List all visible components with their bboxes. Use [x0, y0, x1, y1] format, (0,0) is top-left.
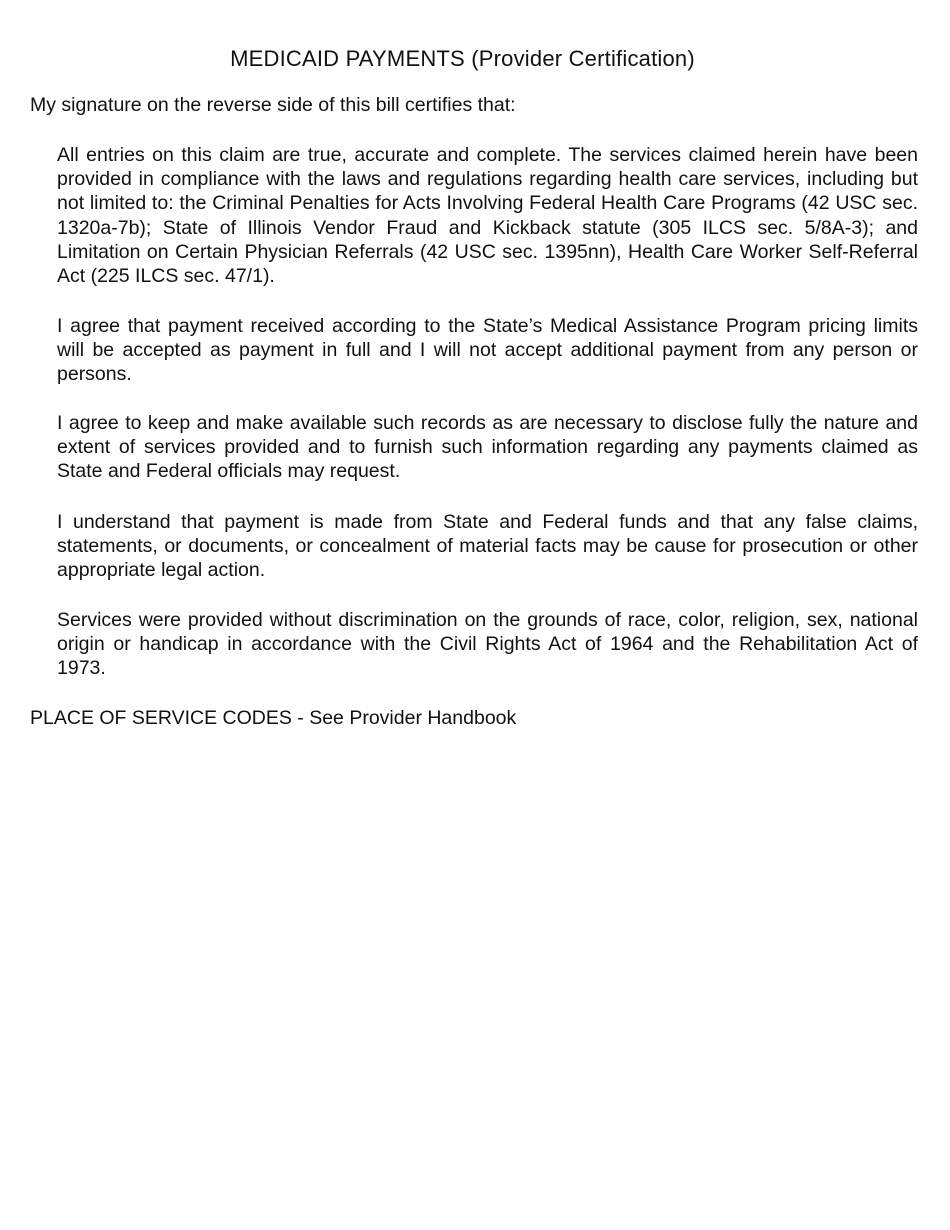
- certification-paragraph-funds: I understand that payment is made from State and Federal funds and that any false claims, statements, or documents, or concealment of material facts may be cause for prosecution or other appropriate legal action.: [57, 511, 918, 582]
- certification-paragraph-payment: I agree that payment received according to the State’s Medical Assistance Program pricing limits will be accepted as payment in full and I will not accept additional payment from any person or persons.: [57, 315, 918, 386]
- certification-paragraph-compliance: All entries on this claim are true, accurate and complete. The services claimed herein have been provided in compliance with the laws and regulations regarding health care services, including but not limited to: the Criminal Penalties for Acts Involving Federal Health Care Programs (42 USC sec. 1320a-7b); State of Illinois Vendor Fraud and Kickback statute (305 ILCS sec. 5/8A-3); and Limitation on Certain Physician Referrals (42 USC sec. 1395nn), Health Care Worker Self-Referral Act (225 ILCS sec. 47/1).: [57, 144, 918, 288]
- certification-paragraph-records: I agree to keep and make available such records as are necessary to disclose fully the nature and extent of services provided and to furnish such information regarding any payments claimed as State and Federal officials may request.: [57, 412, 918, 483]
- place-of-service-note: PLACE OF SERVICE CODES - See Provider Handbook: [30, 707, 517, 729]
- certification-paragraph-nondiscrimination: Services were provided without discrimination on the grounds of race, color, religion, sex, national origin or handicap in accordance with the Civil Rights Act of 1964 and the Rehabilitation Act of 1973.: [57, 609, 918, 680]
- intro-statement: My signature on the reverse side of this bill certifies that:: [30, 94, 516, 116]
- page-title: MEDICAID PAYMENTS (Provider Certification): [230, 46, 695, 71]
